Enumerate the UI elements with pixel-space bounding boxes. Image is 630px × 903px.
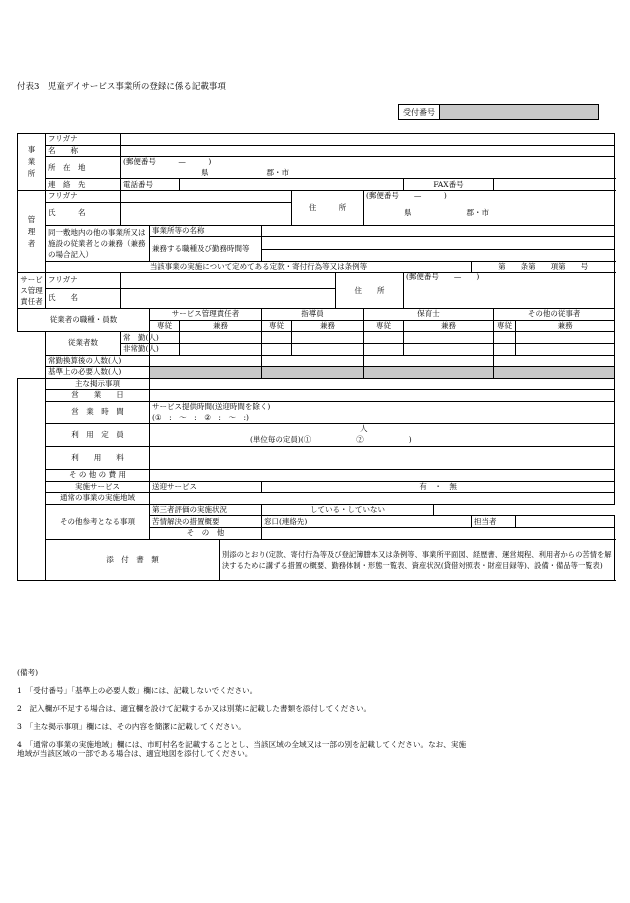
required-label: 基準上の必要人数(人): [46, 367, 150, 379]
manager-furigana-label: フリガナ: [46, 190, 121, 202]
service-manager-furigana-label: フリガナ: [46, 273, 121, 289]
person-label: 担当者: [472, 516, 516, 528]
services-label: 実施サービス: [46, 481, 150, 493]
cell[interactable]: [150, 355, 262, 367]
page-title: 付表3 児童デイサービス事業所の登録に係る記載事項: [17, 82, 226, 92]
service-manager-name-field[interactable]: [121, 288, 336, 308]
office-section-label: 事 業 所: [18, 134, 46, 191]
manager-city-field[interactable]: 県 郡・市: [364, 202, 615, 225]
col-concurrent: 兼務: [292, 320, 364, 332]
staff-count-label: 従業者数: [46, 332, 121, 355]
col-concurrent: 兼務: [180, 320, 262, 332]
business-days-field[interactable]: [150, 390, 615, 402]
fee-field[interactable]: [150, 447, 615, 470]
notice-field[interactable]: [150, 378, 615, 390]
cell[interactable]: [404, 343, 494, 355]
manager-furigana-field[interactable]: [121, 190, 292, 202]
col-dedicated: 専従: [364, 320, 404, 332]
cell[interactable]: [364, 332, 404, 344]
cell[interactable]: [516, 332, 615, 344]
manager-work-hours-field[interactable]: [262, 249, 615, 261]
parttime-label: 非常勤(人): [121, 343, 150, 355]
manager-job-role-label: 兼務する職種及び勤務時間等: [150, 237, 262, 261]
office-address-label: 所 在 地: [46, 157, 121, 179]
attach-text: 別添のとおり(定款、寄付行為等及び登記簿謄本又は条例等、事業所平面図、経歴書、運営規程、利用者からの苦情を解決するために講ずる措置の概要、勤務体制・形態一覧表、資産状況(貸借対照表・財産目録等)、設備・備品等一覧表): [220, 539, 615, 580]
office-furigana-label: フリガナ: [46, 134, 121, 146]
cell[interactable]: [494, 355, 615, 367]
manager-address-label: 住 所: [292, 190, 364, 225]
fee-label: 利 用 料: [46, 447, 150, 470]
manager-postal-field[interactable]: (郵便番号 — ): [364, 190, 615, 202]
hours-text: サービス提供時間(送迎時間を除く): [150, 401, 615, 412]
office-phone-field[interactable]: [180, 179, 404, 191]
business-days-label: 営 業 日: [46, 390, 150, 402]
col-dedicated: 専従: [494, 320, 516, 332]
office-city-field[interactable]: 県 郡・市: [121, 168, 615, 179]
role-nursery-teacher: 保育士: [364, 309, 494, 321]
note-item: 2 記入欄が不足する場合は、適宜欄を設けて記載するか又は別葉に記載した書類を添付してください。: [17, 703, 372, 713]
cell[interactable]: [364, 343, 404, 355]
manager-name-label: 氏 名: [46, 202, 121, 225]
service-manager-address-label: 住 所: [336, 273, 404, 309]
cell[interactable]: [262, 343, 292, 355]
staff-header-label: 従業者の職種・員数: [18, 309, 150, 332]
receipt-label: 受付番号: [399, 105, 440, 120]
notes-section: [17, 668, 617, 767]
other-cost-field[interactable]: [150, 470, 615, 482]
transport-label: 送迎サービス: [150, 481, 262, 493]
other-field[interactable]: [262, 528, 615, 540]
cell: [364, 367, 494, 379]
service-manager-furigana-field[interactable]: [121, 273, 336, 289]
receipt-number-field[interactable]: [440, 105, 599, 120]
note-item: 4 「通常の事業の実施地域」欄には、市町村名を記載することとし、当該区域の全域又は一部の別を記載してください。なお、実施: [17, 739, 467, 749]
hours-label: 営 業 時 間: [46, 401, 150, 423]
cell[interactable]: [364, 355, 494, 367]
fte-label: 常勤換算後の人数(人): [46, 355, 150, 367]
col-concurrent: 兼務: [404, 320, 494, 332]
capacity-field[interactable]: (単位毎の定員)(① ② ): [150, 435, 615, 447]
manager-facility-name-label: 事業所等の名称: [150, 225, 262, 237]
area-field[interactable]: [150, 493, 615, 505]
cell[interactable]: [404, 332, 494, 344]
cell[interactable]: [494, 332, 516, 344]
other-cost-label: そ の 他 の 費 用: [46, 470, 150, 482]
other-label: そ の 他: [150, 528, 262, 540]
office-postal-field[interactable]: (郵便番号 — ): [121, 157, 615, 168]
cell[interactable]: [516, 343, 615, 355]
notice-label: 主な掲示事項: [46, 378, 150, 390]
manager-job-role-field[interactable]: [262, 237, 615, 250]
note-item: 地域が当該区域の一部である場合は、適宜地図を添付してください。: [17, 749, 253, 759]
office-phone-label: 電話番号: [121, 179, 180, 191]
notes-heading: (備考): [17, 668, 39, 677]
complaint-label: 苦情解決の措置概要: [150, 516, 262, 528]
capacity-label: 利 用 定 員: [46, 424, 150, 447]
manager-concurrent-label: 同一敷地内の他の事業所又は施設の従業者との兼務（兼務の場合記入）: [46, 225, 150, 261]
role-service-manager: サービス管理責任者: [150, 309, 262, 321]
fulltime-label: 常 勤(人): [121, 332, 150, 344]
cell: [494, 367, 615, 379]
regulation-clause-field[interactable]: 第 条第 項第 号: [472, 261, 615, 273]
registration-form: [17, 133, 615, 581]
cell: [262, 367, 364, 379]
hours-field[interactable]: (① : 〜 : ② : 〜 :): [150, 413, 615, 424]
manager-facility-name-field[interactable]: [262, 225, 615, 237]
col-dedicated: 専従: [150, 320, 180, 332]
capacity-unit: 人: [150, 424, 615, 436]
service-manager-address-field[interactable]: (郵便番号 — ): [404, 273, 615, 309]
manager-section-label: 管 理 者: [18, 190, 46, 272]
col-concurrent: 兼務: [516, 320, 615, 332]
ref-label: その他参考となる事項: [46, 504, 150, 539]
role-other-staff: その他の従事者: [494, 309, 615, 321]
cell[interactable]: [292, 332, 364, 344]
attach-label: 添 付 書 類: [46, 539, 220, 580]
col-dedicated: 専従: [262, 320, 292, 332]
receipt-box: [398, 104, 599, 120]
regulation-label: 当該事業の実施について定めてある定款・寄付行為等又は条例等: [46, 261, 472, 273]
office-name-field[interactable]: [121, 145, 615, 157]
cell[interactable]: [292, 343, 364, 355]
third-party-field[interactable]: している・していない: [262, 504, 434, 516]
office-fax-label: FAX番号: [404, 179, 494, 191]
service-manager-section-label: サービス管理責任者: [18, 273, 46, 309]
note-item: 3 「主な掲示事項」欄には、その内容を簡潔に記載してください。: [17, 721, 246, 731]
office-contact-label: 連 絡 先: [46, 179, 121, 191]
area-label: 通常の事業の実施地域: [46, 493, 150, 505]
third-party-label: 第三者評価の実施状況: [150, 504, 262, 516]
person-field[interactable]: [516, 516, 615, 528]
transport-field[interactable]: 有 ・ 無: [262, 481, 615, 493]
cell[interactable]: [180, 332, 262, 344]
cell[interactable]: [494, 343, 516, 355]
cell[interactable]: [262, 355, 364, 367]
cell[interactable]: [180, 343, 262, 355]
note-item: 1 「受付番号」「基準上の必要人数」欄には、記載しないでください。: [17, 685, 258, 695]
service-manager-name-label: 氏 名: [46, 288, 121, 308]
cell[interactable]: [262, 332, 292, 344]
office-name-label: 名 称: [46, 145, 121, 157]
office-fax-field[interactable]: [494, 179, 615, 191]
role-instructor: 指導員: [262, 309, 364, 321]
window-field[interactable]: 窓口(連絡先): [262, 516, 472, 528]
office-furigana-field[interactable]: [121, 134, 615, 146]
cell: [150, 367, 262, 379]
manager-name-field[interactable]: [121, 202, 292, 225]
